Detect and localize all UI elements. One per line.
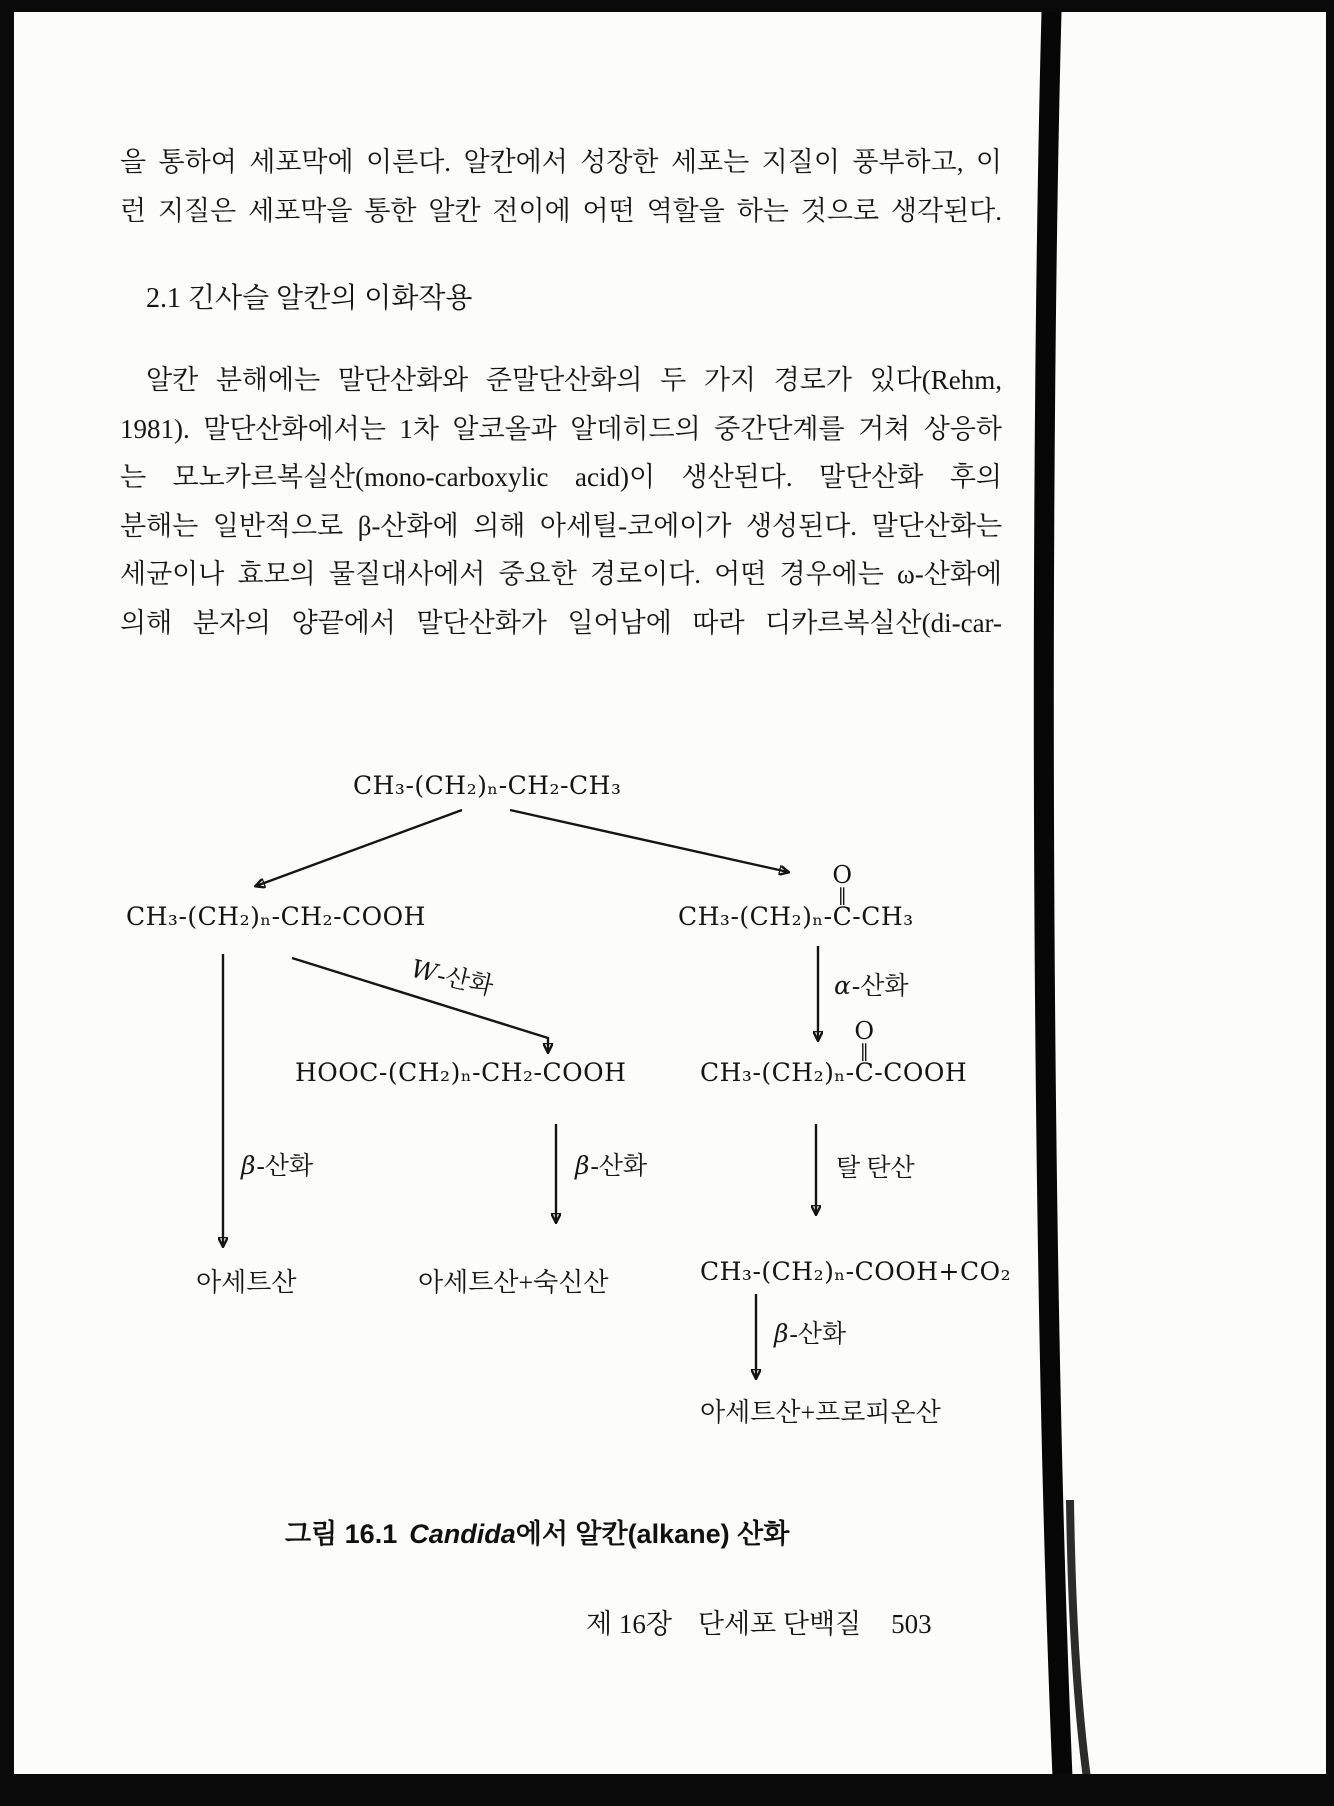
body-text-line: 알칸 분해에는 말단산화와 준말단산화의 두 가지 경로가 있다(Rehm, xyxy=(146,365,1002,395)
formula-keto-acid xyxy=(700,1016,968,1088)
body-text-line: 을 통하여 세포막에 이른다. 알칸에서 성장한 세포는 지질이 풍부하고, 이 xyxy=(120,147,1002,177)
caption-text: 에서 알칸(alkane) 산화 xyxy=(515,1519,790,1549)
section-heading: 2.1 긴사슬 알칸의 이화작용 xyxy=(146,283,473,314)
chapter-number: 제 16장 xyxy=(586,1609,672,1639)
organism-name: Candida xyxy=(409,1519,516,1549)
carbon-atom: C xyxy=(832,902,853,931)
body-text-line: 런 지질은 세포막을 통한 알칸 전이에 어떤 역할을 하는 것으로 생각된다. xyxy=(120,196,1002,226)
carbonyl-carbon xyxy=(832,860,853,932)
formula-methyl-ketone xyxy=(678,860,914,932)
double-bond: ‖ xyxy=(837,884,848,906)
formula-pre: CH₃-(CH₂)ₙ- xyxy=(678,902,833,931)
scan-border-top xyxy=(0,0,1334,12)
body-text-line: 는 모노카르복실산(mono-carboxylic acid)이 생산된다. 말단산화 후의 xyxy=(120,462,1002,492)
product-acetic-succinic-acid: 아세트산+숙신산 xyxy=(418,1268,609,1297)
label-w-oxidation xyxy=(408,949,497,1003)
oxygen-atom: O xyxy=(832,860,853,889)
label-beta-oxidation xyxy=(241,1146,313,1182)
oxidation-text: -산화 xyxy=(256,1153,314,1180)
page-edge-band-lower xyxy=(1070,1500,1092,1806)
page-footer xyxy=(586,1602,932,1641)
carbonyl-oxygen xyxy=(854,1016,875,1062)
beta-symbol: β xyxy=(241,1151,256,1180)
body-text-line: 세균이나 효모의 물질대사에서 중요한 경로이다. 어떤 경우에는 ω-산화에 xyxy=(120,559,1002,589)
carbonyl-carbon xyxy=(854,1016,875,1088)
formula-post: -CH₃ xyxy=(852,902,914,931)
formula-pre: CH₃-(CH₂)ₙ- xyxy=(700,1058,855,1087)
w-symbol: W xyxy=(408,953,441,988)
formula-alkane: CH₃-(CH₂)ₙ-CH₂-CH₃ xyxy=(353,771,622,800)
arrow-subterminal-oxidation xyxy=(510,810,788,872)
product-acetic-propionic-acid: 아세트산+프로피온산 xyxy=(700,1398,941,1427)
carbon-atom: C xyxy=(854,1058,875,1087)
body-text-line: 1981). 말단산화에서는 1차 알코올과 알데히드의 중간단계를 거쳐 상응하 xyxy=(120,414,1002,444)
arrow-terminal-oxidation xyxy=(256,810,462,886)
double-bond: ‖ xyxy=(859,1040,870,1062)
label-beta-oxidation xyxy=(774,1314,846,1350)
figure-caption xyxy=(285,1512,789,1551)
oxidation-text: -산화 xyxy=(434,961,496,1001)
formula-post: -COOH xyxy=(874,1058,968,1087)
page-edge-band xyxy=(1044,0,1064,1806)
scan-border-right xyxy=(1326,0,1334,1806)
oxygen-atom: O xyxy=(854,1016,875,1045)
scan-border-left xyxy=(0,0,14,1806)
oxidation-text: -산화 xyxy=(789,1321,847,1348)
beta-symbol: β xyxy=(575,1151,590,1180)
page-number: 503 xyxy=(891,1609,932,1639)
chapter-title: 단세포 단백질 xyxy=(697,1609,862,1639)
carbonyl-oxygen xyxy=(832,860,853,906)
formula-dicarboxylic-acid: HOOC-(CH₂)ₙ-CH₂-COOH xyxy=(295,1058,627,1087)
label-alpha-oxidation xyxy=(834,966,909,1002)
oxidation-text: -산화 xyxy=(851,973,909,1000)
scan-border-bottom xyxy=(0,1774,1334,1806)
product-acid-co2: CH₃-(CH₂)ₙ-COOH+CO₂ xyxy=(700,1257,1012,1286)
product-acetic-acid: 아세트산 xyxy=(196,1268,297,1297)
formula-monocarboxylic-acid: CH₃-(CH₂)ₙ-CH₂-COOH xyxy=(126,902,426,931)
body-text-line: 분해는 일반적으로 β-산화에 의해 아세틸-코에이가 생성된다. 말단산화는 xyxy=(120,511,1002,541)
oxidation-text: -산화 xyxy=(590,1153,648,1180)
label-beta-oxidation xyxy=(575,1146,647,1182)
beta-symbol: β xyxy=(774,1319,789,1348)
figure-number: 그림 16.1 xyxy=(285,1519,398,1549)
body-text-line: 의해 분자의 양끝에서 말단산화가 일어남에 따라 디카르복실산(di-car- xyxy=(120,608,1002,638)
label-decarboxylation: 탈 탄산 xyxy=(836,1155,915,1182)
alpha-symbol: α xyxy=(834,971,851,1000)
